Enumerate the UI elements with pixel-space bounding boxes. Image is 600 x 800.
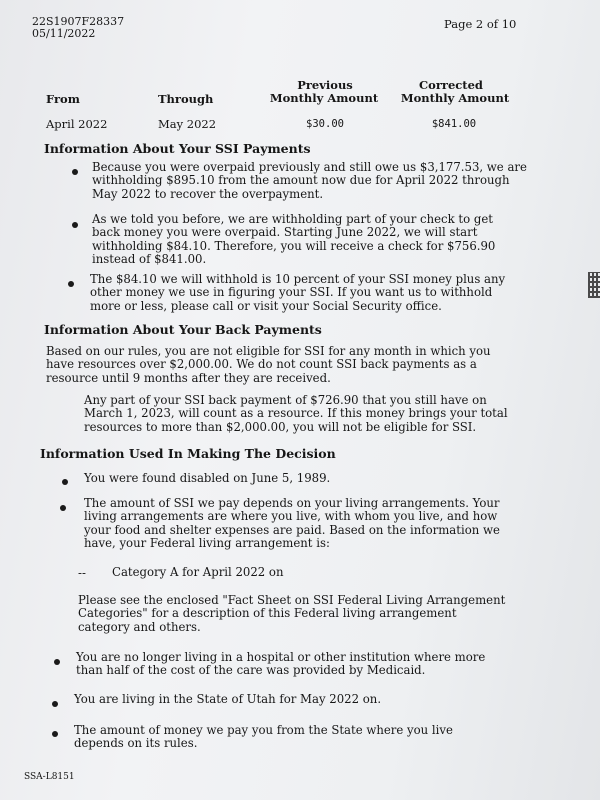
decision-bullet-hospital: You are no longer living in a hospital or other institution where more than half of the cost of the care was provided by Medicaid. xyxy=(76,650,486,678)
fact-sheet-paragraph: Please see the enclosed "Fact Sheet on SSI Federal Living Arrangement Categories" for a description of this Federal living arrangement category and others. xyxy=(78,593,506,634)
ssi-bullet-3: The $84.10 we will withhold is 10 percent of your SSI money plus any other money we use in figuring your SSI. If you want us to withhold more or less, please call or visit your Social Security office. xyxy=(90,272,506,313)
document-id: 22S1907F28337 xyxy=(32,15,125,28)
bullet-dot xyxy=(62,479,68,485)
corrected-header-line1: Corrected xyxy=(419,78,483,92)
decision-heading: Information Used In Making The Decision xyxy=(40,446,336,461)
ssi-payments-heading: Information About Your SSI Payments xyxy=(44,141,311,156)
bullet-dot xyxy=(72,222,78,228)
row-corrected-amount: $841.00 xyxy=(431,118,477,130)
category-line: Category A for April 2022 on xyxy=(112,565,284,579)
category-dash: -- xyxy=(78,566,86,580)
page-number: Page 2 of 10 xyxy=(444,17,517,31)
row-through: May 2022 xyxy=(158,117,217,131)
back-payments-paragraph-1: Based on our rules, you are not eligible for SSI for any month in which you have resources over $2,000.00. We do not count SSI back payments as a resource until 9 months after they are received. xyxy=(46,344,491,385)
back-payments-paragraph-2: Any part of your SSI back payment of $726.90 that you still have on March 1, 2023, will count as a resource. If this money brings your total resources to more than $2,000.00, you will not be eligible for SSI. xyxy=(84,393,508,434)
bullet-dot xyxy=(52,701,58,707)
bullet-dot xyxy=(60,505,66,511)
decision-bullet-state-rules: The amount of money we pay you from the State where you live depends on its rules. xyxy=(74,723,453,751)
document-date: 05/11/2022 xyxy=(32,27,96,40)
document-header xyxy=(32,16,124,40)
back-payments-heading: Information About Your Back Payments xyxy=(44,322,322,337)
decision-bullet-disabled: You were found disabled on June 5, 1989. xyxy=(84,471,331,485)
row-previous-amount: $30.00 xyxy=(306,118,344,130)
ssi-bullet-2: As we told you before, we are withholding part of your check to get back money you were overpaid. Starting June 2022, we will start withholding $84.10. Therefore, you will receive a check for $756.90 instead of $841.00. xyxy=(92,212,496,267)
ssi-bullet-1: Because you were overpaid previously and still owe us $3,177.53, we are withholding $895.10 from the amount now due for April 2022 through May 2022 to recover the overpayment. xyxy=(92,160,527,201)
bullet-dot xyxy=(68,281,74,287)
bullet-dot xyxy=(52,731,58,737)
previous-header-line2: Monthly Amount xyxy=(269,91,379,105)
form-id: SSA-L8151 xyxy=(24,772,75,782)
barcode-fragment xyxy=(588,272,600,298)
decision-bullet-state: You are living in the State of Utah for May 2022 on. xyxy=(74,692,382,706)
decision-bullet-living: The amount of SSI we pay depends on your living arrangements. Your living arrangements are where you live, with whom you live, and how your food and shelter expenses are paid. Based on the information we have, your Federal living arrangement is: xyxy=(84,496,500,551)
bullet-dot xyxy=(54,659,60,665)
previous-header-line1: Previous xyxy=(297,78,353,92)
from-header: From xyxy=(46,92,80,106)
row-from: April 2022 xyxy=(46,117,108,131)
corrected-header-line2: Monthly Amount xyxy=(400,91,510,105)
through-header: Through xyxy=(158,92,214,106)
bullet-dot xyxy=(72,169,78,175)
